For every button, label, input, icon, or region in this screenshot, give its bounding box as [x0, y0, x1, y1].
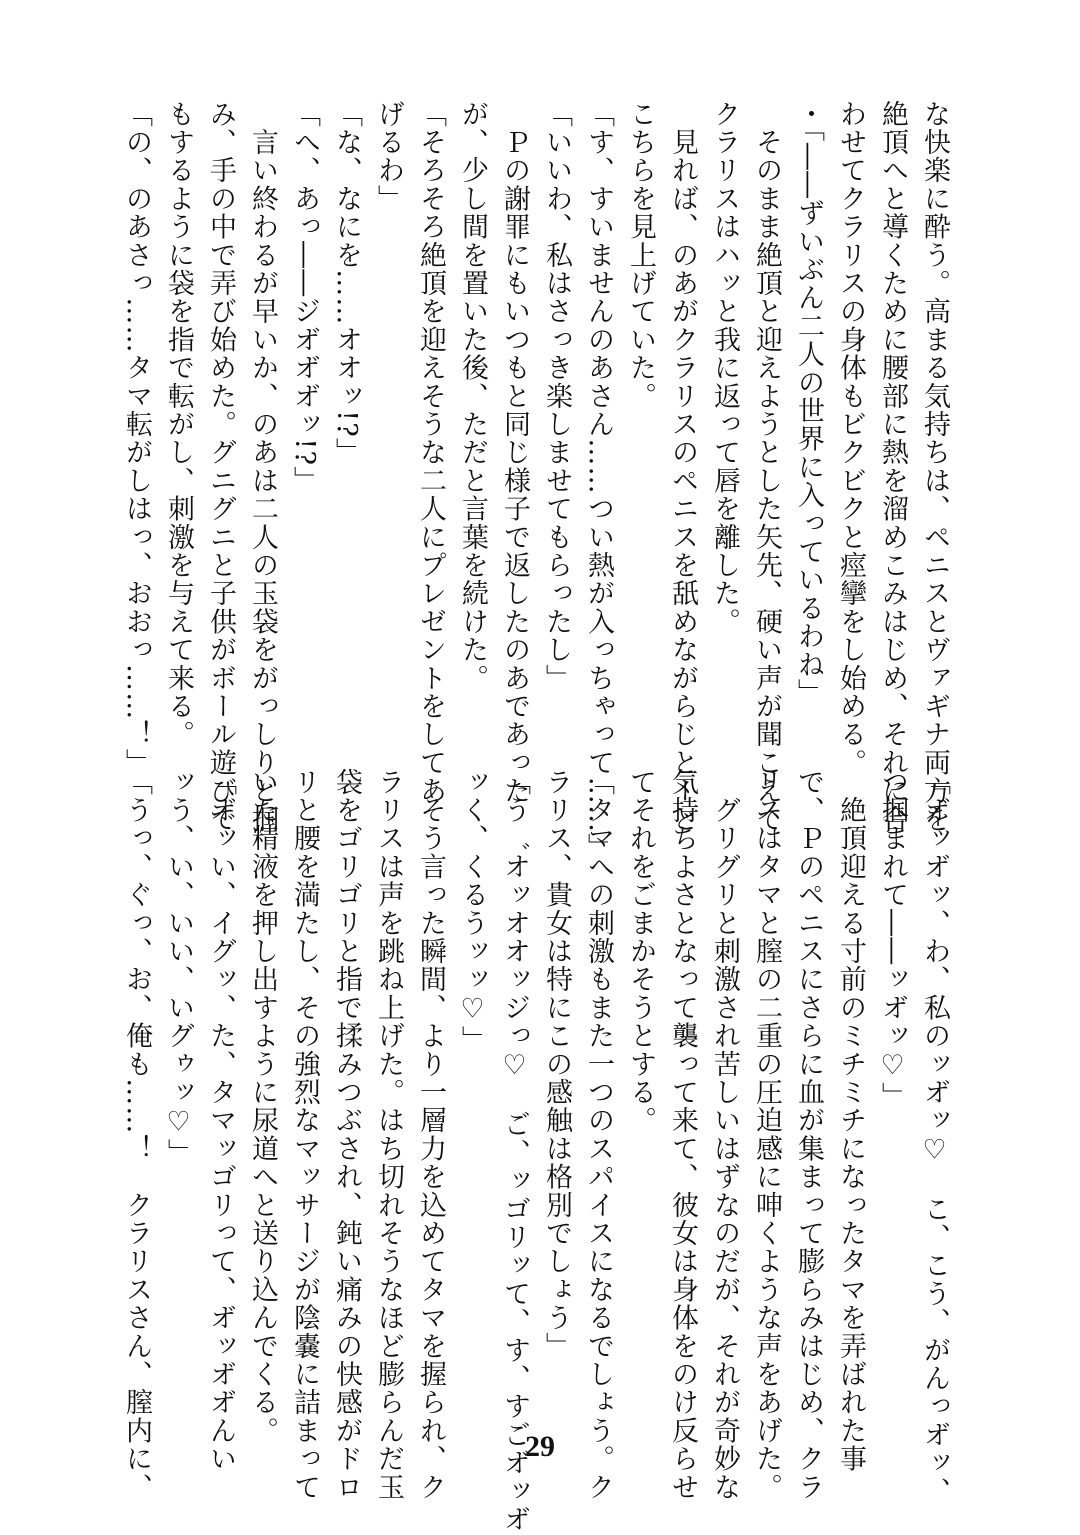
text-line: な快楽に酔う。高まる気持ちは、ペニスとヴァギナ両方を	[919, 100, 950, 834]
text-line: が、少し間を置いた後、ただと言葉を続けた。	[457, 100, 488, 693]
text-line: ッう、い、いい、いグゥッ♡」	[163, 768, 194, 1167]
text-line: グリグリと刺激され苦しいはずなのだが、それが奇妙な	[709, 768, 740, 1502]
text-line: 「す、すいませんのあさん……つい熱が入っちゃって……」	[583, 100, 614, 862]
text-line: 「いいわ、私はさっき楽しませてもらったし」	[541, 100, 572, 693]
text-line: 「そろそろ絶頂を迎えそうな二人にプレゼントをしてあ	[415, 100, 446, 805]
text-line: Ｐの謝罪にもいつもと同じ様子で返したのあであった	[499, 100, 530, 805]
text-line: リスはタマと膣の二重の圧迫感に呻くような声をあげた。	[751, 768, 782, 1502]
text-line: で、Ｐのペニスにさらに血が集まって膨らみはじめ、クラ	[793, 768, 824, 1502]
text-line: 「の、のあさっ……タマ転がしはっ、おおっ……！」	[121, 100, 152, 777]
text-line: み、手の中で弄び始めた。グニグニと子供がボール遊びで	[205, 100, 236, 834]
text-line: クラリスはハッと我に返って唇を離した。	[709, 100, 740, 636]
text-line: 「オ゙ッい、イグッ、た、タマッゴリって、オ゙ッオ゙オ゙んい	[205, 768, 236, 1473]
text-line: 絶頂へと導くために腰部に熱を溜めこみはじめ、それに合	[877, 100, 908, 834]
text-line: ラリスは声を跳ね上げた。はち切れそうなほど膨らんだ玉	[373, 768, 404, 1502]
text-line: わせてクラリスの身体もビクビクと痙攣をし始める。	[835, 100, 866, 777]
text-line: ラリス、貴女は特にこの感触は格別でしょう」	[541, 768, 572, 1361]
text-line: 袋をゴリゴリと指で揉みつぶされ、鈍い痛みの快感がドロ	[331, 768, 362, 1502]
page-number: 29	[525, 1430, 555, 1463]
text-line: そのまま絶頂と迎えようとした矢先、硬い声が聞こえて	[751, 100, 782, 834]
upper-text-block	[115, 100, 955, 862]
text-line: 「タマへの刺激もまた一つのスパイスになるでしょう。ク	[583, 768, 614, 1502]
text-line: リと腰を満たし、その強烈なマッサージが陰嚢に詰まって	[289, 768, 320, 1502]
text-line: ッく、くるうッッ♡」	[457, 768, 488, 1054]
text-line: 「な、なにを……オオッ!?」	[331, 100, 362, 467]
text-line: つ掴まれて――ッオ゙ッ♡」	[877, 768, 908, 1111]
text-line: 「う゛オッオオッジっ♡ ご、ッゴリッて、す、すごオ゙ッオ゙	[499, 768, 530, 1534]
text-line: げるわ」	[373, 100, 404, 213]
text-line: てそれをごまかそうとする。	[625, 768, 656, 1135]
text-line: 見れば、のあがクラリスのペニスを舐めながらじとーと	[667, 100, 698, 834]
text-line: もするように袋を指で転がし、刺激を与えて来る。	[163, 100, 194, 749]
text-line: 気持ちよさとなって襲って来て、彼女は身体をのけ反らせ	[667, 768, 698, 1502]
text-line: いた精液を押し出すように尿道へと送り込んでくる。	[247, 768, 278, 1445]
text-line: ・「――ずいぶん二人の世界に入っているわね」	[793, 100, 824, 707]
text-line: こちらを見上げていた。	[625, 100, 656, 411]
text-line: 「オ゙ッオ゙ッ、わ、私のッオ゙ッ♡ こ、こう、がんっオ゙ッ、	[919, 768, 950, 1506]
text-line: 絶頂迎える寸前のミチミチになったタマを弄ばれた事	[835, 768, 866, 1473]
text-line: 「へ、あっ――ジオ゙オ゙オ゙ッ!?」	[289, 100, 320, 495]
text-line: 言い終わるが早いか、のあは二人の玉袋をがっしりと掴	[247, 100, 278, 834]
text-line: そう言った瞬間、より一層力を込めてタマを握られ、ク	[415, 768, 446, 1502]
text-line: 「うっ、ぐっ、お、俺も……！ クラリスさん、膣内に、	[121, 768, 152, 1502]
